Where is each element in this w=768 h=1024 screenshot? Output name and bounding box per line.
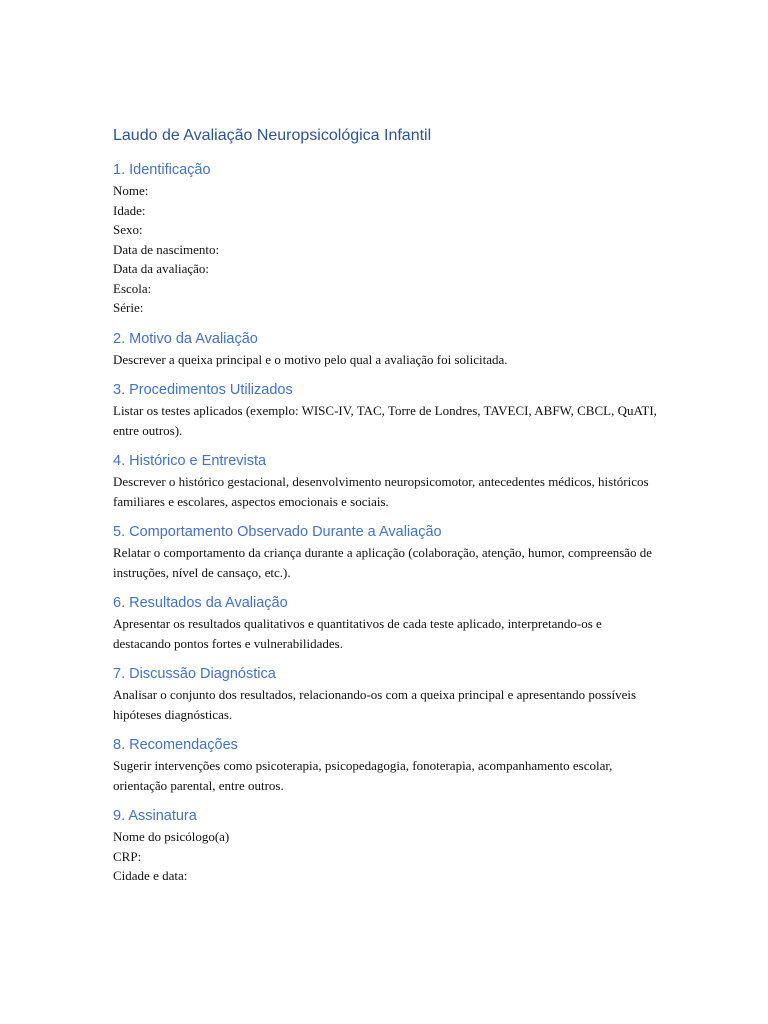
section-body: Sugerir intervenções como psicoterapia, psicopedagogia, fonoterapia, acompanhamento escolar, orientação parental, entre outros. — [113, 758, 613, 793]
identification-fields — [113, 181, 658, 318]
field-data-nascimento: Data de nascimento: — [113, 241, 220, 257]
field-idade: Idade: — [113, 202, 146, 218]
section-assinatura — [113, 805, 658, 886]
document-title: Laudo de Avaliação Neuropsicológica Infantil — [113, 127, 432, 144]
section-recomendacoes — [113, 734, 658, 795]
field-serie: Série: — [113, 300, 144, 315]
section-body: Apresentar os resultados qualitativos e quantitativos de cada teste aplicado, interpretando-os e destacando pontos fortes e vulnerabilidades. — [113, 616, 602, 651]
section-comportamento — [113, 521, 658, 582]
section-resultados — [113, 592, 658, 653]
section-heading: 6. Resultados da Avaliação — [113, 595, 288, 611]
section-historico — [113, 450, 658, 511]
section-identificacao — [113, 159, 658, 318]
field-escola: Escola: — [113, 280, 152, 296]
section-body: Analisar o conjunto dos resultados, relacionando-os com a queixa principal e apresentando possíveis hipóteses diagnósticas. — [113, 687, 637, 722]
section-heading: 5. Comportamento Observado Durante a Avaliação — [113, 524, 442, 540]
section-heading: 4. Histórico e Entrevista — [113, 453, 267, 469]
section-heading: 8. Recomendações — [113, 737, 238, 753]
section-procedimentos — [113, 379, 658, 440]
field-data-avaliacao: Data da avaliação: — [113, 261, 209, 276]
document-page — [113, 124, 658, 896]
field-crp: CRP: — [113, 848, 142, 864]
field-cidade-data: Cidade e data: — [113, 868, 188, 883]
section-motivo — [113, 328, 658, 370]
section-heading: 9. Assinatura — [113, 808, 197, 824]
field-nome-psicologo: Nome do psicólogo(a) — [113, 829, 230, 844]
section-heading: 3. Procedimentos Utilizados — [113, 382, 293, 398]
signature-fields — [113, 827, 658, 886]
section-heading: 1. Identificação — [113, 162, 211, 178]
field-nome: Nome: — [113, 183, 149, 198]
section-body: Descrever o histórico gestacional, desenvolvimento neuropsicomotor, antecedentes médicos, históricos familiares e escolares, aspectos emocionais e sociais. — [113, 474, 649, 509]
section-heading: 2. Motivo da Avaliação — [113, 330, 258, 347]
section-body: Relatar o comportamento da criança durante a aplicação (colaboração, atenção, humor, compreensão de instruções, nível de cansaço, etc.). — [113, 545, 653, 580]
section-body: Listar os testes aplicados (exemplo: WISC-IV, TAC, Torre de Londres, TAVECI, ABFW, CBCL, QuATI, entre outros). — [113, 403, 657, 438]
section-heading: 7. Discussão Diagnóstica — [113, 666, 276, 682]
section-body: Descrever a queixa principal e o motivo pelo qual a avaliação foi solicitada. — [113, 351, 508, 367]
section-discussao — [113, 663, 658, 724]
field-sexo: Sexo: — [113, 222, 143, 237]
